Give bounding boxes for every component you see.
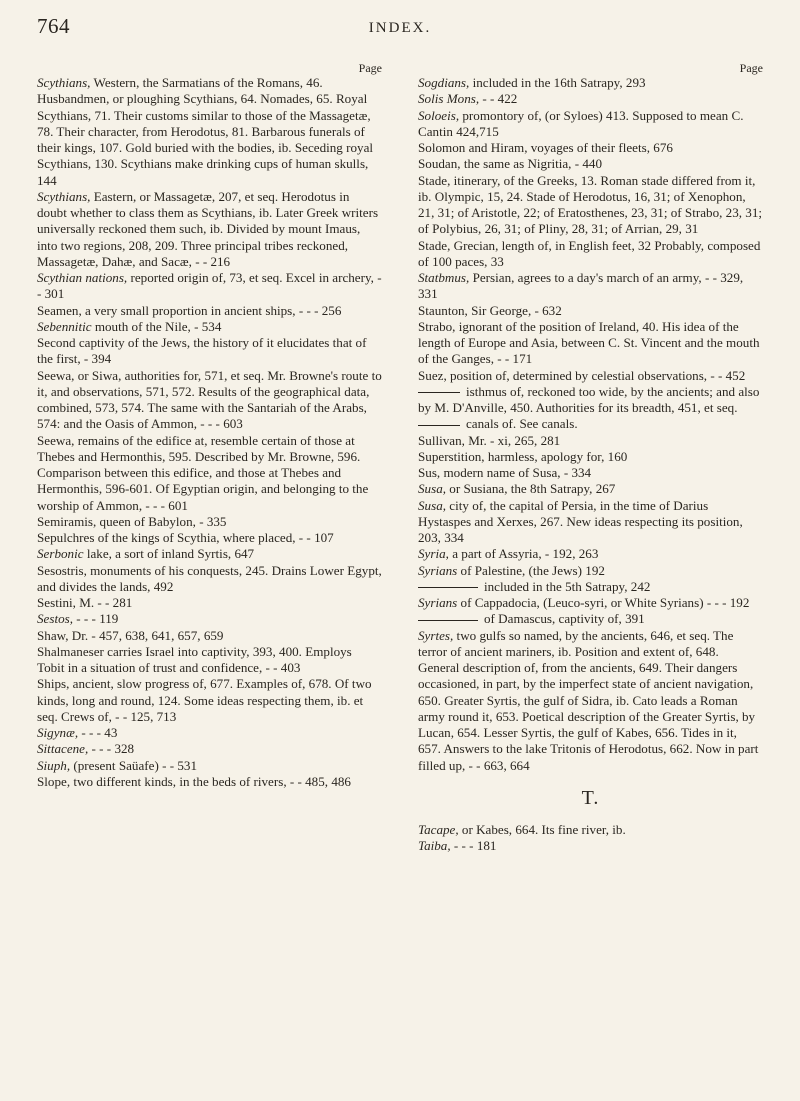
entry-list: [37, 75, 382, 790]
entry-text: Seewa, remains of the edifice at, resemble certain of those at Thebes and Hermonthis, 595. Described by Mr. Browne, 596. Comparison between this edifice, and those at Thebes and Hermonthis, 596-601. Of Egyptian origin, and belonging to the worship of Ammon, - - - 601: [37, 432, 369, 513]
headword: Scythians,: [37, 75, 91, 90]
index-entry: [37, 335, 382, 368]
entry-text: Sestini, M. - - 281: [37, 595, 133, 610]
index-entry: [37, 741, 382, 757]
headword: Sogdians,: [418, 75, 470, 90]
index-entry: [37, 189, 382, 270]
headword: Siuph,: [37, 757, 71, 773]
entry-text: Stade, itinerary, of the Greeks, 13. Roman stade differed from it, ib. Olympic, 15, 24. Stade of Herodotus, 16, 31; of Xenophon, 21, 31; of Aristotle, 22; of Eratosthenes, 23, 31; of Strabo, 23, 31; of Polybius, 26, 31; of Pliny, 28, 31; of Arrian, 29, 31: [418, 172, 763, 237]
entry-text: mouth of the Nile, - 534: [91, 318, 222, 334]
entry-text: Semiramis, queen of Babylon, - 335: [37, 513, 227, 529]
index-entry: [418, 546, 763, 562]
index-entry: [418, 498, 763, 547]
headword: Serbonic: [37, 546, 84, 562]
headword: Soloeis,: [418, 107, 460, 123]
entry-text: Slope, two different kinds, in the beds of rivers, - - 485, 486: [37, 773, 351, 789]
entry-text: two gulfs so named, by the ancients, 646, et seq. The terror of ancient mariners, ib. Position and extent of, 648. General description of, from the ancients, 649. Their dangers occasioned, in part, by the imperfect state of ancient navigation, 650. Greater Syrtis, the gulf of Sidra, ib. Cato leads a Roman army round it, 653. Poetical description of the Greater Syrtis, by Lucan, 654. Lesser Syrtis, the gulf of Kabes, 656. Tides in it, 657. Answers to the lake Tritonis of Herodotus, 662. Now in part filled up, - - 663, 664: [418, 627, 759, 773]
index-entry: [37, 774, 382, 790]
index-entry: [37, 758, 382, 774]
headword: Syrians: [418, 562, 458, 578]
entry-text: Sullivan, Mr. - xi, 265, 281: [418, 432, 561, 448]
page-number: 764: [37, 14, 70, 38]
index-entry: [37, 676, 382, 725]
index-entry: [418, 416, 763, 432]
entry-text: Seamen, a very small proportion in ancient ships, - - - 256: [37, 302, 342, 318]
entry-text: Suez, position of, determined by celestial observations, - - 452: [418, 367, 746, 383]
entry-text: included in the 5th Satrapy, 242: [484, 578, 651, 594]
entry-text: of Damascus, captivity of, 391: [484, 611, 645, 627]
entry-text: Solomon and Hiram, voyages of their fleets, 676: [418, 140, 673, 155]
index-entry: [418, 384, 763, 417]
running-head: INDEX.: [368, 20, 432, 36]
index-entry: [37, 368, 382, 433]
ditto-rule: [418, 425, 460, 426]
entry-text: Second captivity of the Jews, the history of it elucidates that of the first, - 394: [37, 335, 367, 367]
index-entry: [418, 303, 763, 319]
index-entry: [37, 644, 382, 677]
entry-text: Seewa, or Siwa, authorities for, 571, et seq. Mr. Browne's route to it, and observations, 571, 572. Results of the geographical data, combined, 573, 574. The same with the Santariah of the Arabs, 574: and the Oasis of Ammon, - - - 603: [37, 367, 382, 432]
entry-text: isthmus of, reckoned too wide, by the ancients; and also by M. D'Anville, 450. Authorities for its breadth, 451, et seq.: [418, 383, 760, 415]
page-label: Page: [739, 61, 763, 75]
headword: Scythians,: [37, 188, 91, 204]
entry-text: of Cappadocia, (Leuco-syri, or White Syrians) - - - 192: [457, 595, 750, 610]
entry-text: canals of. See canals.: [466, 416, 578, 432]
entry-list: [418, 822, 763, 855]
entry-text: Shaw, Dr. - 457, 638, 641, 657, 659: [37, 627, 224, 643]
index-entry: [418, 563, 763, 579]
index-entry: [37, 319, 382, 335]
index-entry: [37, 563, 382, 596]
entry-text: promontory of, (or Syloes) 413. Supposed to mean C. Cantin 424,715: [418, 107, 744, 139]
page-label: Page: [358, 61, 382, 75]
section-letter: T.: [581, 786, 600, 809]
headword: Tacape,: [418, 822, 459, 837]
index-entry: [418, 91, 763, 107]
index-entry: [418, 75, 763, 91]
index-entry: [418, 481, 763, 497]
index-entry: [37, 611, 382, 627]
headword: Sestos,: [37, 611, 74, 627]
index-entry: [37, 75, 382, 189]
entry-text: Stade, Grecian, length of, in English feet, 32 Probably, composed of 100 paces, 33: [418, 237, 761, 269]
entry-text: Ships, ancient, slow progress of, 677. Examples of, 678. Of two kinds, long and round, 124. Some ideas respecting them, ib. et seq. Crews of, - - 125, 713: [37, 676, 372, 724]
entry-text: Shalmaneser carries Israel into captivity, 393, 400. Employs Tobit in a situation of trust and confidence, - - 403: [37, 643, 352, 675]
headword: Taiba,: [418, 838, 451, 854]
index-entry: [418, 270, 763, 303]
ditto-rule: [418, 392, 460, 393]
entry-text: Sepulchres of the kings of Scythia, where placed, - - 107: [37, 530, 334, 545]
entry-list: [418, 75, 763, 774]
index-entry: [418, 465, 763, 481]
index-entry: [37, 595, 382, 611]
entry-text: Superstition, harmless, apology for, 160: [418, 448, 628, 464]
entry-text: - - 422: [479, 91, 518, 107]
index-entry: [418, 611, 763, 627]
entry-text: Eastern, or Massagetæ, 207, et seq. Herodotus in doubt whether to class them as Scythians, ib. Later Greek writers universally reckoned them such, ib. Divided by mount Imaus, into two regions, 208, 209. Three principal tribes reckoned, Massagetæ, Dahæ, and Sacæ, - - 216: [37, 188, 379, 269]
index-entry: [418, 319, 763, 368]
entry-text: lake, a sort of inland Syrtis, 647: [83, 546, 255, 562]
index-entry: [418, 108, 763, 141]
entry-text: of Palestine, (the Jews) 192: [457, 562, 605, 578]
entry-text: Sesostris, monuments of his conquests, 245. Drains Lower Egypt, and divides the lands, 492: [37, 562, 382, 594]
entry-text: Sus, modern name of Susa, - 334: [418, 465, 592, 480]
headword: Sittacene,: [37, 741, 89, 757]
entry-text: Soudan, the same as Nigritia, - 440: [418, 156, 603, 172]
index-entry: [37, 270, 382, 303]
index-entry: [418, 156, 763, 172]
index-entry: [418, 433, 763, 449]
index-entry: [418, 140, 763, 156]
ditto-rule: [418, 587, 478, 588]
entry-text: or Kabes, 664. Its fine river, ib.: [458, 822, 626, 837]
entry-text: Persian, agrees to a day's march of an army, - - 329, 331: [418, 270, 744, 302]
index-entry: [418, 238, 763, 271]
headword: Syrians: [418, 595, 458, 610]
headword: Syrtes,: [418, 627, 454, 643]
entry-text: - - - 181: [450, 838, 497, 854]
headword: Statbmus,: [418, 270, 470, 285]
index-entry: [418, 368, 763, 384]
index-column-right: [418, 62, 763, 855]
entry-text: reported origin of, 73, et seq. Excel in archery, - - 301: [37, 270, 382, 302]
index-entry: [418, 173, 763, 238]
index-entry: [418, 595, 763, 611]
headword: Syria,: [418, 546, 449, 562]
index-entry: [37, 628, 382, 644]
index-entry: [418, 449, 763, 465]
entry-text: - - - 43: [78, 725, 118, 740]
entry-text: Western, the Sarmatians of the Romans, 46. Husbandmen, or ploughing Scythians, 64. Nomades, 65. Royal Scythians, 71. Their customs similar to those of the Massagetæ, 78. Their character, from Herodotus, 81. Barbarous funerals of their kings, 107. Gold buried with the bodies, ib. Seceding royal Scythians, 130. Scythians make drinking cups of human skulls, 144: [37, 75, 374, 188]
entry-text: or Susiana, the 8th Satrapy, 267: [446, 481, 616, 497]
entry-text: (present Saüafe) - - 531: [70, 757, 197, 773]
index-entry: [418, 579, 763, 595]
entry-text: city of, the capital of Persia, in the time of Darius Hystaspes and Xerxes, 267. New ideas respecting its position, 203, 334: [418, 497, 743, 545]
headword: Scythian nations,: [37, 270, 128, 285]
entry-text: Strabo, ignorant of the position of Ireland, 40. His idea of the length of Europe and Asia, between C. St. Vincent and the mouth of the Ganges, - - 171: [418, 318, 760, 367]
index-entry: [37, 433, 382, 514]
entry-text: Staunton, Sir George, - 632: [418, 302, 562, 318]
entry-text: included in the 16th Satrapy, 293: [469, 75, 646, 90]
index-entry: [37, 514, 382, 530]
index-column-left: [37, 62, 382, 790]
index-entry: [418, 838, 763, 854]
headword: Susa,: [418, 481, 447, 497]
index-entry: [37, 546, 382, 562]
index-entry: [37, 725, 382, 741]
headword: Sebennitic: [37, 318, 92, 334]
index-entry: [37, 303, 382, 319]
entry-text: - - - 328: [88, 741, 135, 757]
entry-text: a part of Assyria, - 192, 263: [448, 546, 599, 562]
entry-text: - - - 119: [73, 611, 119, 627]
index-entry: [418, 628, 763, 774]
ditto-rule: [418, 620, 478, 621]
headword: Sigynæ,: [37, 725, 79, 740]
index-entry: [37, 530, 382, 546]
headword: Susa,: [418, 497, 447, 513]
index-entry: [418, 822, 763, 838]
headword: Solis Mons,: [418, 91, 480, 107]
